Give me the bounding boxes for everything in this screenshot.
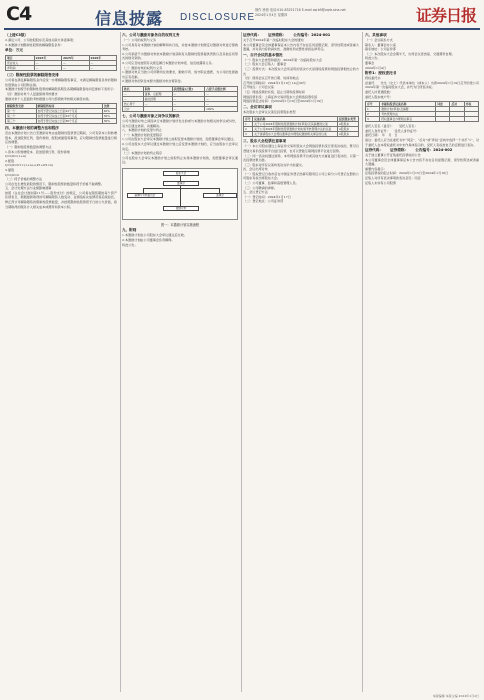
paragraph: 征集投票权的起止时间：2024年1月15日至2024年1月16日 bbox=[365, 171, 449, 176]
block-heading: 单位：万元 bbox=[5, 48, 23, 53]
table-cell: 序号 bbox=[366, 102, 380, 107]
block-heading: （上接C3版） bbox=[5, 33, 29, 37]
table-cell: 占授予总数比例 bbox=[205, 86, 238, 91]
table-cell: 反对 bbox=[450, 102, 464, 107]
table-cell: — bbox=[34, 66, 61, 71]
column-4 bbox=[365, 32, 479, 694]
paragraph: （一）会议联系方式 bbox=[365, 38, 393, 42]
paragraph: 召开的日期时间：2024年1月19日 14点30分 bbox=[243, 80, 306, 85]
table-cell: 解除限售时间 bbox=[36, 104, 102, 109]
table-cell: — bbox=[34, 61, 61, 66]
table-cell: 关于公司2024年限制性股票激励计划(草案)及其摘要的议案 bbox=[253, 122, 338, 127]
block-body bbox=[243, 38, 359, 52]
block-body bbox=[122, 119, 238, 165]
col1-blocks-2 bbox=[5, 73, 117, 101]
block-heading: 证券代码： 证券简称： 公告编号：2024-001 bbox=[243, 33, 331, 37]
paragraph: 3.本激励计划限制性股票的解除限售条件： bbox=[5, 42, 64, 47]
table-cell: — bbox=[172, 91, 205, 96]
newspaper-logo: 证券日报 bbox=[415, 6, 476, 25]
table-cell: — bbox=[89, 66, 116, 71]
text-block bbox=[365, 124, 479, 147]
text-block bbox=[5, 126, 117, 209]
table-cell: 项目 bbox=[6, 56, 35, 61]
section-title: 信息披露 bbox=[95, 9, 164, 28]
table-cell: — bbox=[143, 101, 172, 106]
paragraph: 关于召开2024年第一次临时股东大会的通知 bbox=[243, 38, 304, 42]
diagram-box: 薪酬与考核委员会 bbox=[127, 193, 163, 198]
paragraph: 网络投票系统：上海证券交易所股东大会网络投票系统 bbox=[243, 94, 318, 99]
table-cell: — bbox=[62, 61, 89, 66]
paragraph: Q=Q0×P1×(1+n)÷(P1+P2×n) bbox=[5, 163, 54, 168]
paragraph: （二）同一表决权通过现场、本所网络投票平台或其他方式重复进行表决的，以第一次投票结果为准。 bbox=[243, 153, 359, 163]
table-cell: 3 bbox=[244, 132, 253, 137]
paragraph: 1.资本公积转增股本、派送股票红利、股份拆细 bbox=[5, 149, 70, 154]
table-cell: — bbox=[62, 66, 89, 71]
paragraph: 2.本激励计划由公司董事会负责解释。 bbox=[122, 237, 175, 242]
table-cell: 自授予登记完成之日起12个月后 bbox=[36, 109, 102, 114]
text-block bbox=[5, 48, 117, 53]
allocation-table bbox=[122, 86, 238, 112]
table-row bbox=[366, 117, 479, 122]
block-heading: 九、附则 bbox=[122, 228, 137, 233]
table-cell: 第一个 bbox=[6, 109, 37, 114]
table-cell: 100% bbox=[205, 106, 238, 111]
table-cell: 董事、总经理 bbox=[143, 91, 172, 96]
block-heading: （三）限制性股票的解除限售安排 bbox=[5, 73, 59, 78]
paragraph: 1.公司具有对本激励计划的解释和执行权，并按本激励计划规定对激励对象进行绩效考核。 bbox=[122, 42, 238, 52]
block-body bbox=[5, 131, 117, 209]
paragraph: 特此公告。 bbox=[365, 56, 381, 61]
table-cell: 30% bbox=[102, 119, 116, 124]
table-row bbox=[123, 106, 238, 111]
page-number: C4 bbox=[6, 3, 32, 25]
col2-blocks bbox=[122, 33, 238, 84]
paragraph: 激励对象个人层面的考核根据公司内部绩效考核相关制度实施。 bbox=[5, 96, 92, 101]
paragraph: 五、会计处理方法与业绩影响测算 bbox=[5, 186, 52, 191]
paragraph: 委托人身份证号： 受托人身份证号： bbox=[365, 128, 420, 133]
text-block bbox=[365, 71, 479, 99]
table-cell: A股股东 bbox=[338, 127, 359, 132]
footer-line: 本版编辑 本版主编 bbox=[432, 694, 458, 698]
table-cell: A股股东 bbox=[338, 132, 359, 137]
block-heading: 七、公司与激励对象之间争议的解决 bbox=[122, 113, 180, 118]
table-row bbox=[6, 66, 117, 71]
header-rule bbox=[4, 28, 480, 30]
paragraph: 征集人对所有表决事项的表决意见：同意 bbox=[365, 176, 421, 181]
paragraph: 若在本激励计划公告日至激励对象完成限制性股票登记期间，公司有资本公积转增股本、派送股票红利、股份拆细、配股或缩股等事项，应对限制性股票数量进行相应的调整。 bbox=[5, 131, 117, 145]
paragraph: 四、会议出席对象 bbox=[243, 167, 268, 172]
paragraph: （二）本次股东大会会期半天，出席会议者食宿、交通费用自理。 bbox=[365, 51, 455, 56]
paragraph: （一）限制性股票数量的调整方法 bbox=[5, 144, 52, 149]
text-block bbox=[5, 33, 117, 47]
paragraph: 3.公司应及时按照有关规定履行本激励计划申报、信息披露等义务。 bbox=[122, 60, 215, 65]
table-cell: 30% bbox=[102, 114, 116, 119]
col1-blocks-3 bbox=[5, 126, 117, 209]
paragraph: 1.激励对象应当按公司所聘岗位的要求，勤勉尽责、恪守职业道德，为公司的发展做出应有贡献。 bbox=[122, 70, 238, 79]
paragraph: （一）本公司股东通过上海证券交易所股东大会网络投票系统行使表决权的，既可以登陆交易系统投票平台进行投票，也可以登陆互联网投票平台进行投票。 bbox=[243, 144, 359, 153]
table-cell: 同意 bbox=[436, 102, 450, 107]
paragraph: 联系人：董事会办公室 bbox=[365, 42, 396, 47]
table-cell: 营业收入 bbox=[6, 61, 35, 66]
table-cell: 3 bbox=[366, 117, 380, 122]
block-body bbox=[365, 76, 479, 99]
paragraph: （三）投票方式：本次股东大会所采用的表决方式是现场投票和网络投票相结合的方式 bbox=[243, 66, 359, 76]
table-cell: — bbox=[123, 91, 144, 96]
paragraph: 公司与激励对象之间因执行本激励计划所发生的或与本激励计划相关的争议或纠纷，双方应通过协商、沟通解决。 bbox=[122, 118, 238, 128]
table-cell: 副总经理 bbox=[143, 96, 172, 101]
paragraph: （五）网络投票的系统、起止日期和投票时间 bbox=[243, 89, 305, 94]
table-cell bbox=[450, 117, 464, 122]
col3-blocks bbox=[243, 33, 359, 114]
paragraph: 2024年1月4日 bbox=[365, 65, 387, 70]
text-block bbox=[122, 33, 238, 84]
table-cell: 净利润 bbox=[6, 66, 35, 71]
table-cell: 1 bbox=[244, 122, 253, 127]
block-body bbox=[365, 38, 479, 70]
block-heading: 二、会议审议事项 bbox=[243, 104, 272, 109]
paragraph: 八、本激励计划的变更与终止 bbox=[122, 128, 163, 133]
block-body bbox=[5, 38, 117, 47]
header-meta-line: 2024年1月4日 星期四 bbox=[255, 12, 288, 17]
paragraph: 2.配股 bbox=[5, 158, 15, 163]
text-block bbox=[365, 33, 479, 70]
block-body bbox=[243, 58, 359, 104]
table-cell: — bbox=[205, 91, 238, 96]
table-cell: A股股东 bbox=[338, 122, 359, 127]
paragraph: 委托人股东帐户号： bbox=[365, 94, 393, 99]
table-cell: 第三个 bbox=[6, 119, 37, 124]
table-cell: 2 bbox=[244, 127, 253, 132]
header-meta bbox=[255, 8, 405, 17]
table-cell bbox=[464, 117, 478, 122]
paragraph: Q=Q0×n bbox=[5, 172, 20, 177]
text-block bbox=[365, 148, 479, 185]
block-heading: 六、其他事项 bbox=[365, 33, 387, 37]
table-cell: 姓名 bbox=[123, 86, 144, 91]
paragraph: 委托人持普通股数： bbox=[365, 89, 393, 94]
paragraph: 2.公司在股东大会审议通过本激励计划之后变更本激励计划的，应当由股东大会审议决定。 bbox=[122, 141, 238, 151]
block-body bbox=[122, 38, 238, 84]
col2-blocks-2 bbox=[122, 114, 238, 165]
paragraph: 网络投票起止时间：自2024年1月19日至2024年1月19日 bbox=[243, 99, 324, 104]
column-3 bbox=[243, 32, 359, 694]
paragraph: （二）授予价格的调整方法 bbox=[5, 177, 43, 182]
page-header bbox=[0, 0, 484, 30]
col4-blocks-2 bbox=[365, 124, 479, 185]
table-cell: 第二个 bbox=[6, 114, 37, 119]
text-block bbox=[243, 53, 359, 104]
paragraph: 3.缩股 bbox=[5, 167, 15, 172]
paragraph: 公司在股东大会审议本激励计划之前拟终止实施本激励计划的，需经董事会审议通过。 bbox=[122, 155, 238, 165]
table-cell: — bbox=[205, 101, 238, 106]
paragraph: （一）登记时间：2024年1月17日 bbox=[243, 194, 291, 199]
table-cell: 40% bbox=[102, 109, 116, 114]
paragraph: （三）公司聘请的律师。 bbox=[243, 185, 278, 190]
paragraph: 按照《企业会计准则第11号——股份支付》的规定，公司将在限售期的每个资产负债表日，根据最新取得的可解除限售人数变动、业绩指标完成情况等后续信息，修正预计可解除限售的限制性股票数量，并按照限制性股票授予日的公允价值，将当期取得的服务计入相关成本或费用和资本公积。 bbox=[5, 190, 117, 209]
proxy-vote-table bbox=[365, 101, 479, 122]
text-block bbox=[122, 228, 238, 247]
paragraph: 董事会 bbox=[365, 60, 375, 65]
block-body bbox=[365, 153, 479, 185]
block-heading: 三、股东大会投票注意事项 bbox=[243, 139, 287, 144]
text-block bbox=[122, 114, 238, 165]
table-cell: 职务 bbox=[143, 86, 172, 91]
table-cell: 2025年 bbox=[62, 56, 89, 61]
paragraph: 备注：委托人应当在委托书中“同意”、“反对”或“弃权”意向中选择一个并打“√”，对于委托人在本授权委托书中未作具体指示的，受托人有权按自己的意愿进行表决。 bbox=[365, 137, 479, 147]
table-cell: 议案名称 bbox=[253, 117, 338, 122]
table-cell: 弃权 bbox=[464, 102, 478, 107]
paragraph: （二）公司董事、监事和高级管理人员。 bbox=[243, 181, 299, 186]
table-row bbox=[244, 132, 359, 137]
table-cell: 自授予登记完成之日起24个月后 bbox=[36, 114, 102, 119]
paragraph: 2.公司承诺不为激励对象依本激励计划获取有关限制性股票提供贷款以及其他任何形式的财务资助。 bbox=[122, 51, 238, 61]
paragraph: （二）本激励计划的终止程序 bbox=[122, 151, 163, 156]
diagram-box: 激励对象 bbox=[163, 206, 199, 211]
table-cell: 比例 bbox=[102, 104, 116, 109]
text-block bbox=[243, 139, 359, 204]
paragraph: 征集人未持有公司股票 bbox=[365, 180, 396, 185]
paragraph: （一）股权登记日收市后在中国证券登记结算有限责任公司上海分公司登记在册的公司股东有权出席股东大会。 bbox=[243, 171, 359, 181]
paragraph: （四）激励对象个人层面绩效考核要求 bbox=[5, 91, 58, 96]
paragraph: （二）股东大会召集人：董事会 bbox=[243, 62, 287, 67]
table-cell: — bbox=[89, 61, 116, 66]
paragraph: 本公司董事会及全体董事保证本公告内容不存在任何虚假记载、误导性陈述或者重大遗漏。 bbox=[365, 157, 479, 167]
table-cell: 自授予登记完成之日起36个月后 bbox=[36, 119, 102, 124]
block-heading: 证券代码： 证券简称： 公告编号：2024-002 bbox=[365, 148, 453, 153]
header-meta-line: 制作 徐茵 电话:010-83251716 E-mail zqrb9@zqrb.sina.net bbox=[255, 8, 346, 12]
paragraph: 公司将在满足解除限售条件后统一办理解除限售事宜，未满足解除限售条件的限制性股票由公司回购注销。 bbox=[5, 78, 117, 87]
paragraph: （四）现场会议召开的日期、时间和地点 bbox=[243, 76, 299, 81]
table-cell: 考核管理办法 bbox=[380, 112, 436, 117]
table-cell: — bbox=[123, 96, 144, 101]
table-row bbox=[6, 119, 117, 124]
table-cell: 非累积投票议案名称 bbox=[380, 102, 436, 107]
table-cell: 2024年 bbox=[34, 56, 61, 61]
table-cell: 关于提请股东大会授权董事会办理股权激励相关事宜的议案 bbox=[253, 132, 338, 137]
unlock-schedule-table bbox=[5, 103, 117, 124]
diagram-caption: 图一：本激励计划实施流程 bbox=[160, 222, 200, 227]
paragraph: Q=Q0×(1+n) bbox=[5, 154, 27, 159]
paragraph: 本次股东大会审议议案及投票股东类型 bbox=[243, 109, 296, 114]
paragraph: 关于独立董事公开征集委托投票权的公告 bbox=[365, 153, 421, 158]
table-row bbox=[244, 122, 359, 127]
table-cell: 2 bbox=[366, 112, 380, 117]
diagram-box: 股东大会 bbox=[163, 171, 199, 176]
paragraph: 本激励计划授予的限制性股票的解除限售期及各期解除限售时间安排如下表所示： bbox=[5, 87, 117, 92]
block-body bbox=[365, 124, 479, 147]
table-cell: 2026年 bbox=[89, 56, 116, 61]
paragraph: 特此公告。 bbox=[122, 242, 138, 247]
paragraph: （一）公司的权利与义务 bbox=[122, 38, 157, 42]
table-cell: — bbox=[172, 101, 205, 106]
page-footer bbox=[5, 694, 479, 698]
paragraph: 委托日期： 年 月 日 bbox=[365, 133, 398, 138]
table-row bbox=[244, 127, 359, 132]
table-cell: 1 bbox=[366, 107, 380, 112]
table-cell: 核心骨干 bbox=[123, 101, 144, 106]
paragraph: 1.公司在股东大会审议本激励计划之前拟变更本激励计划的，需经董事会审议通过。 bbox=[122, 137, 237, 142]
paragraph: 委托人签名（盖章）： 受托人签名： bbox=[365, 124, 418, 129]
paragraph: （一）股东大会类型和届次：2024年第一次临时股东大会 bbox=[243, 57, 323, 62]
table-cell: 激励计划(草案)及摘要 bbox=[380, 107, 436, 112]
block-heading: 四、本激励计划的调整方法和程序 bbox=[5, 126, 59, 131]
table-cell: 合计 bbox=[123, 106, 144, 111]
performance-table bbox=[5, 55, 117, 71]
paragraph: 兹委托 先生（女士）代表本单位（或本人）出席2024年1月19日召开的贵公司2024年第一次临时股东大会，并代为行使表决权。 bbox=[365, 80, 479, 90]
paragraph: （二）激励对象的权利与义务 bbox=[122, 65, 163, 70]
paragraph: 本公司董事会及全体董事保证本公告内容不存在任何虚假记载、误导性陈述或者重大遗漏，并对其内容的真实性、准确性和完整性承担法律责任。 bbox=[243, 42, 359, 52]
table-cell: 关于公司2024年限制性股票激励计划实施考核管理办法的议案 bbox=[253, 127, 338, 132]
block-body bbox=[243, 144, 359, 204]
paragraph: 五、会议登记方法 bbox=[243, 190, 268, 195]
text-block bbox=[243, 105, 359, 115]
block-heading: 六、公司与激励对象各自的权利义务 bbox=[122, 33, 180, 37]
paragraph: 1.本激励计划在公司股东大会审议通过后生效。 bbox=[122, 233, 187, 238]
table-cell: 解除限售安排 bbox=[6, 104, 37, 109]
col3-blocks-2 bbox=[243, 139, 359, 204]
table-cell: 授权董事会办理相关事宜 bbox=[380, 117, 436, 122]
column-1 bbox=[5, 32, 117, 694]
paragraph: 联系地址：公司证券部 bbox=[365, 47, 396, 52]
table-cell: 获授数量(万股) bbox=[172, 86, 205, 91]
table-cell: 序号 bbox=[244, 117, 253, 122]
col4-blocks bbox=[365, 33, 479, 99]
block-body bbox=[5, 78, 117, 101]
paragraph: 2.满足公司、公司控股股东及其他关联方承诺事项； bbox=[5, 38, 77, 42]
diagram-box: 董事会 bbox=[163, 181, 199, 186]
footer-line: 2024年1月4日 bbox=[458, 694, 479, 698]
section-title-en: DISCLOSURE bbox=[180, 12, 256, 23]
block-heading: 附件1：授权委托书 bbox=[365, 71, 397, 76]
table-cell: — bbox=[205, 96, 238, 101]
text-block bbox=[5, 73, 117, 101]
process-diagram bbox=[122, 168, 238, 220]
agenda-table bbox=[243, 116, 359, 137]
table-cell bbox=[436, 117, 450, 122]
paragraph: 授权委托书 bbox=[365, 76, 381, 81]
paragraph: 重要内容提示： bbox=[365, 166, 387, 171]
table-cell: — bbox=[172, 96, 205, 101]
column-2 bbox=[122, 32, 238, 694]
col1-blocks bbox=[5, 33, 117, 53]
diagram-box: 监事会 bbox=[203, 193, 237, 198]
paragraph: （三）股东对所有议案均表决完毕才能提交。 bbox=[243, 162, 305, 167]
block-heading: 一、召开会议的基本情况 bbox=[243, 52, 283, 57]
paragraph: 2.激励对象的资金来源为激励对象自筹资金。 bbox=[122, 79, 184, 84]
paragraph: （二）登记地点：公司证券部 bbox=[243, 199, 284, 204]
paragraph: 公司在发生增发新股的情况下，限制性股票的数量和授予价格不做调整。 bbox=[5, 181, 104, 186]
table-cell: — bbox=[172, 106, 205, 111]
table-cell bbox=[143, 106, 172, 111]
block-body bbox=[243, 110, 359, 115]
table-cell: 投票股东类型 bbox=[338, 117, 359, 122]
paragraph: （一）本激励计划的变更程序 bbox=[122, 132, 163, 137]
text-block bbox=[243, 33, 359, 52]
block-body bbox=[122, 233, 238, 247]
col2-blocks-3 bbox=[122, 228, 238, 247]
paragraph: 召开地点：公司会议室 bbox=[243, 85, 274, 90]
